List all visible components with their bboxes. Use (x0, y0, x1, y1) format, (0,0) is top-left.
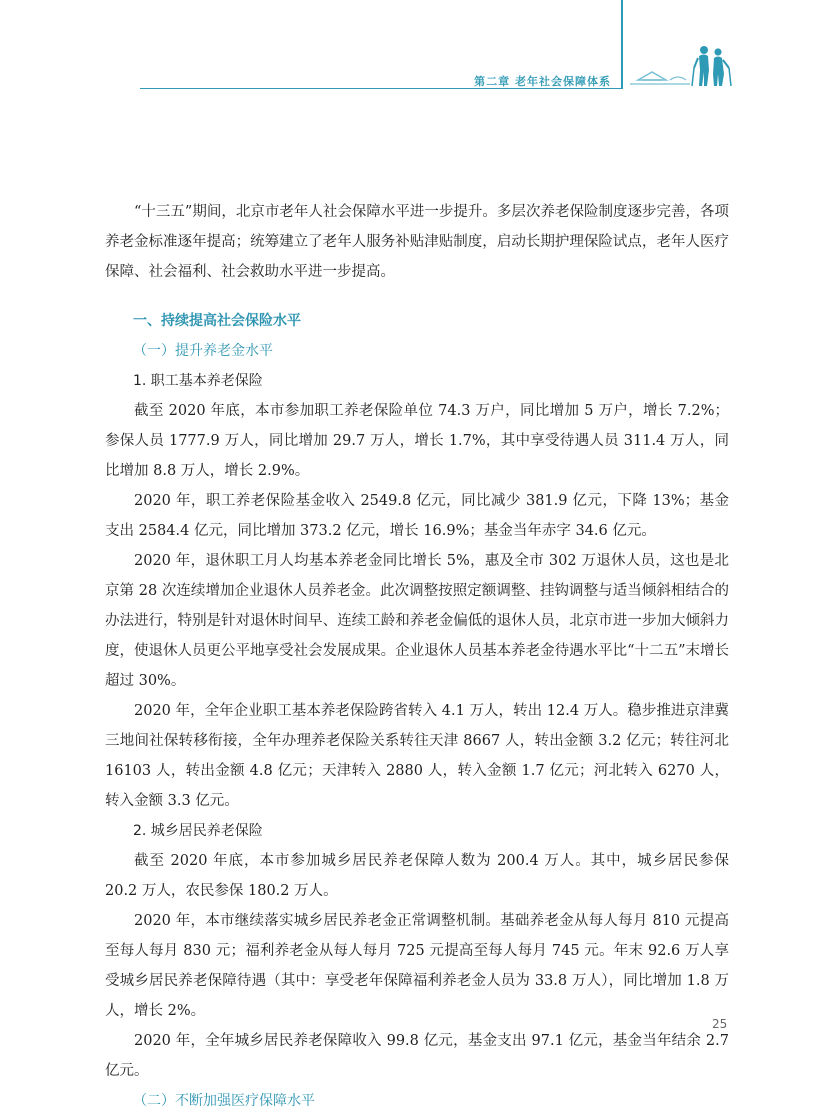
paragraph: 截至 2020 年底，本市参加城乡居民养老保障人数为 200.4 万人。其中，城乡居民参保 20.2 万人，农民参保 180.2 万人。 (105, 853, 729, 899)
subsection-heading: （一）提升养老金水平 (133, 343, 273, 359)
elderly-couple-walking-icon (630, 40, 735, 94)
paragraph: 截至 2020 年底，本市参加职工养老保险单位 74.3 万户，同比增加 5 万户，增长 7.2%；参保人员 1777.9 万人，同比增加 29.7 万人，增长 1.7%，其中享受待遇人员 311.4 万人，同比增加 8.8 万人，增长 2.9%。 (105, 403, 729, 479)
page-number: 25 (712, 1017, 728, 1031)
chapter-title: 第二章 老年社会保障体系 (474, 75, 611, 88)
header-vertical-rule (621, 0, 623, 88)
paragraph: 2020 年，退休职工月人均基本养老金同比增长 5%，惠及全市 302 万退休人员，这也是北京第 28 次连续增加企业退休人员养老金。此次调整按照定额调整、挂钩调整与适当倾斜相结合的办法进行，特别是针对退休时间早、连续工龄和养老金偏低的退休人员，北京市进一步加大倾斜力度，使退休人员更公平地享受社会发展成果。企业退休人员基本养老金待遇水平比“十二五”末增长超过 30%。 (105, 553, 729, 689)
item-heading: 2. 城乡居民养老保险 (133, 823, 263, 839)
paragraph: 2020 年，职工养老保险基金收入 2549.8 亿元，同比减少 381.9 亿元，下降 13%；基金支出 2584.4 亿元，同比增加 373.2 亿元，增长 16.9%；基金当年赤字 34.6 亿元。 (105, 493, 729, 539)
paragraph: 2020 年，全年城乡居民养老保障收入 99.8 亿元，基金支出 97.1 亿元，基金当年结余 2.7 亿元。 (105, 1033, 729, 1079)
subsection-heading: （二）不断加强医疗保障水平 (133, 1093, 315, 1109)
section-heading: 一、持续提高社会保险水平 (133, 313, 301, 329)
main-content (105, 197, 729, 1116)
item-heading: 1. 职工基本养老保险 (133, 373, 263, 389)
intro-paragraph: “十三五”期间，北京市老年人社会保障水平进一步提升。多层次养老保险制度逐步完善，各项养老金标准逐年提高；统筹建立了老年人服务补贴津贴制度，启动长期护理保险试点，老年人医疗保障、社会福利、社会救助水平进一步提高。 (105, 204, 729, 280)
paragraph: 2020 年，全年企业职工基本养老保险跨省转入 4.1 万人，转出 12.4 万人。稳步推进京津冀三地间社保转移衔接，全年办理养老保险关系转往天津 8667 人，转出金额 3.2 亿元；转往河北 16103 人，转出金额 4.8 亿元；天津转入 2880 人，转入金额 1.7 亿元；河北转入 6270 人，转入金额 3.3 亿元。 (105, 703, 729, 809)
paragraph: 2020 年，本市继续落实城乡居民养老金正常调整机制。基础养老金从每人每月 810 元提高至每人每月 830 元；福利养老金从每人每月 725 元提高至每人每月 745 元。年末 92.6 万人享受城乡居民养老保障待遇（其中：享受老年保障福利养老金人员为 33.8 万人），同比增加 1.8 万人，增长 2%。 (105, 913, 729, 1019)
